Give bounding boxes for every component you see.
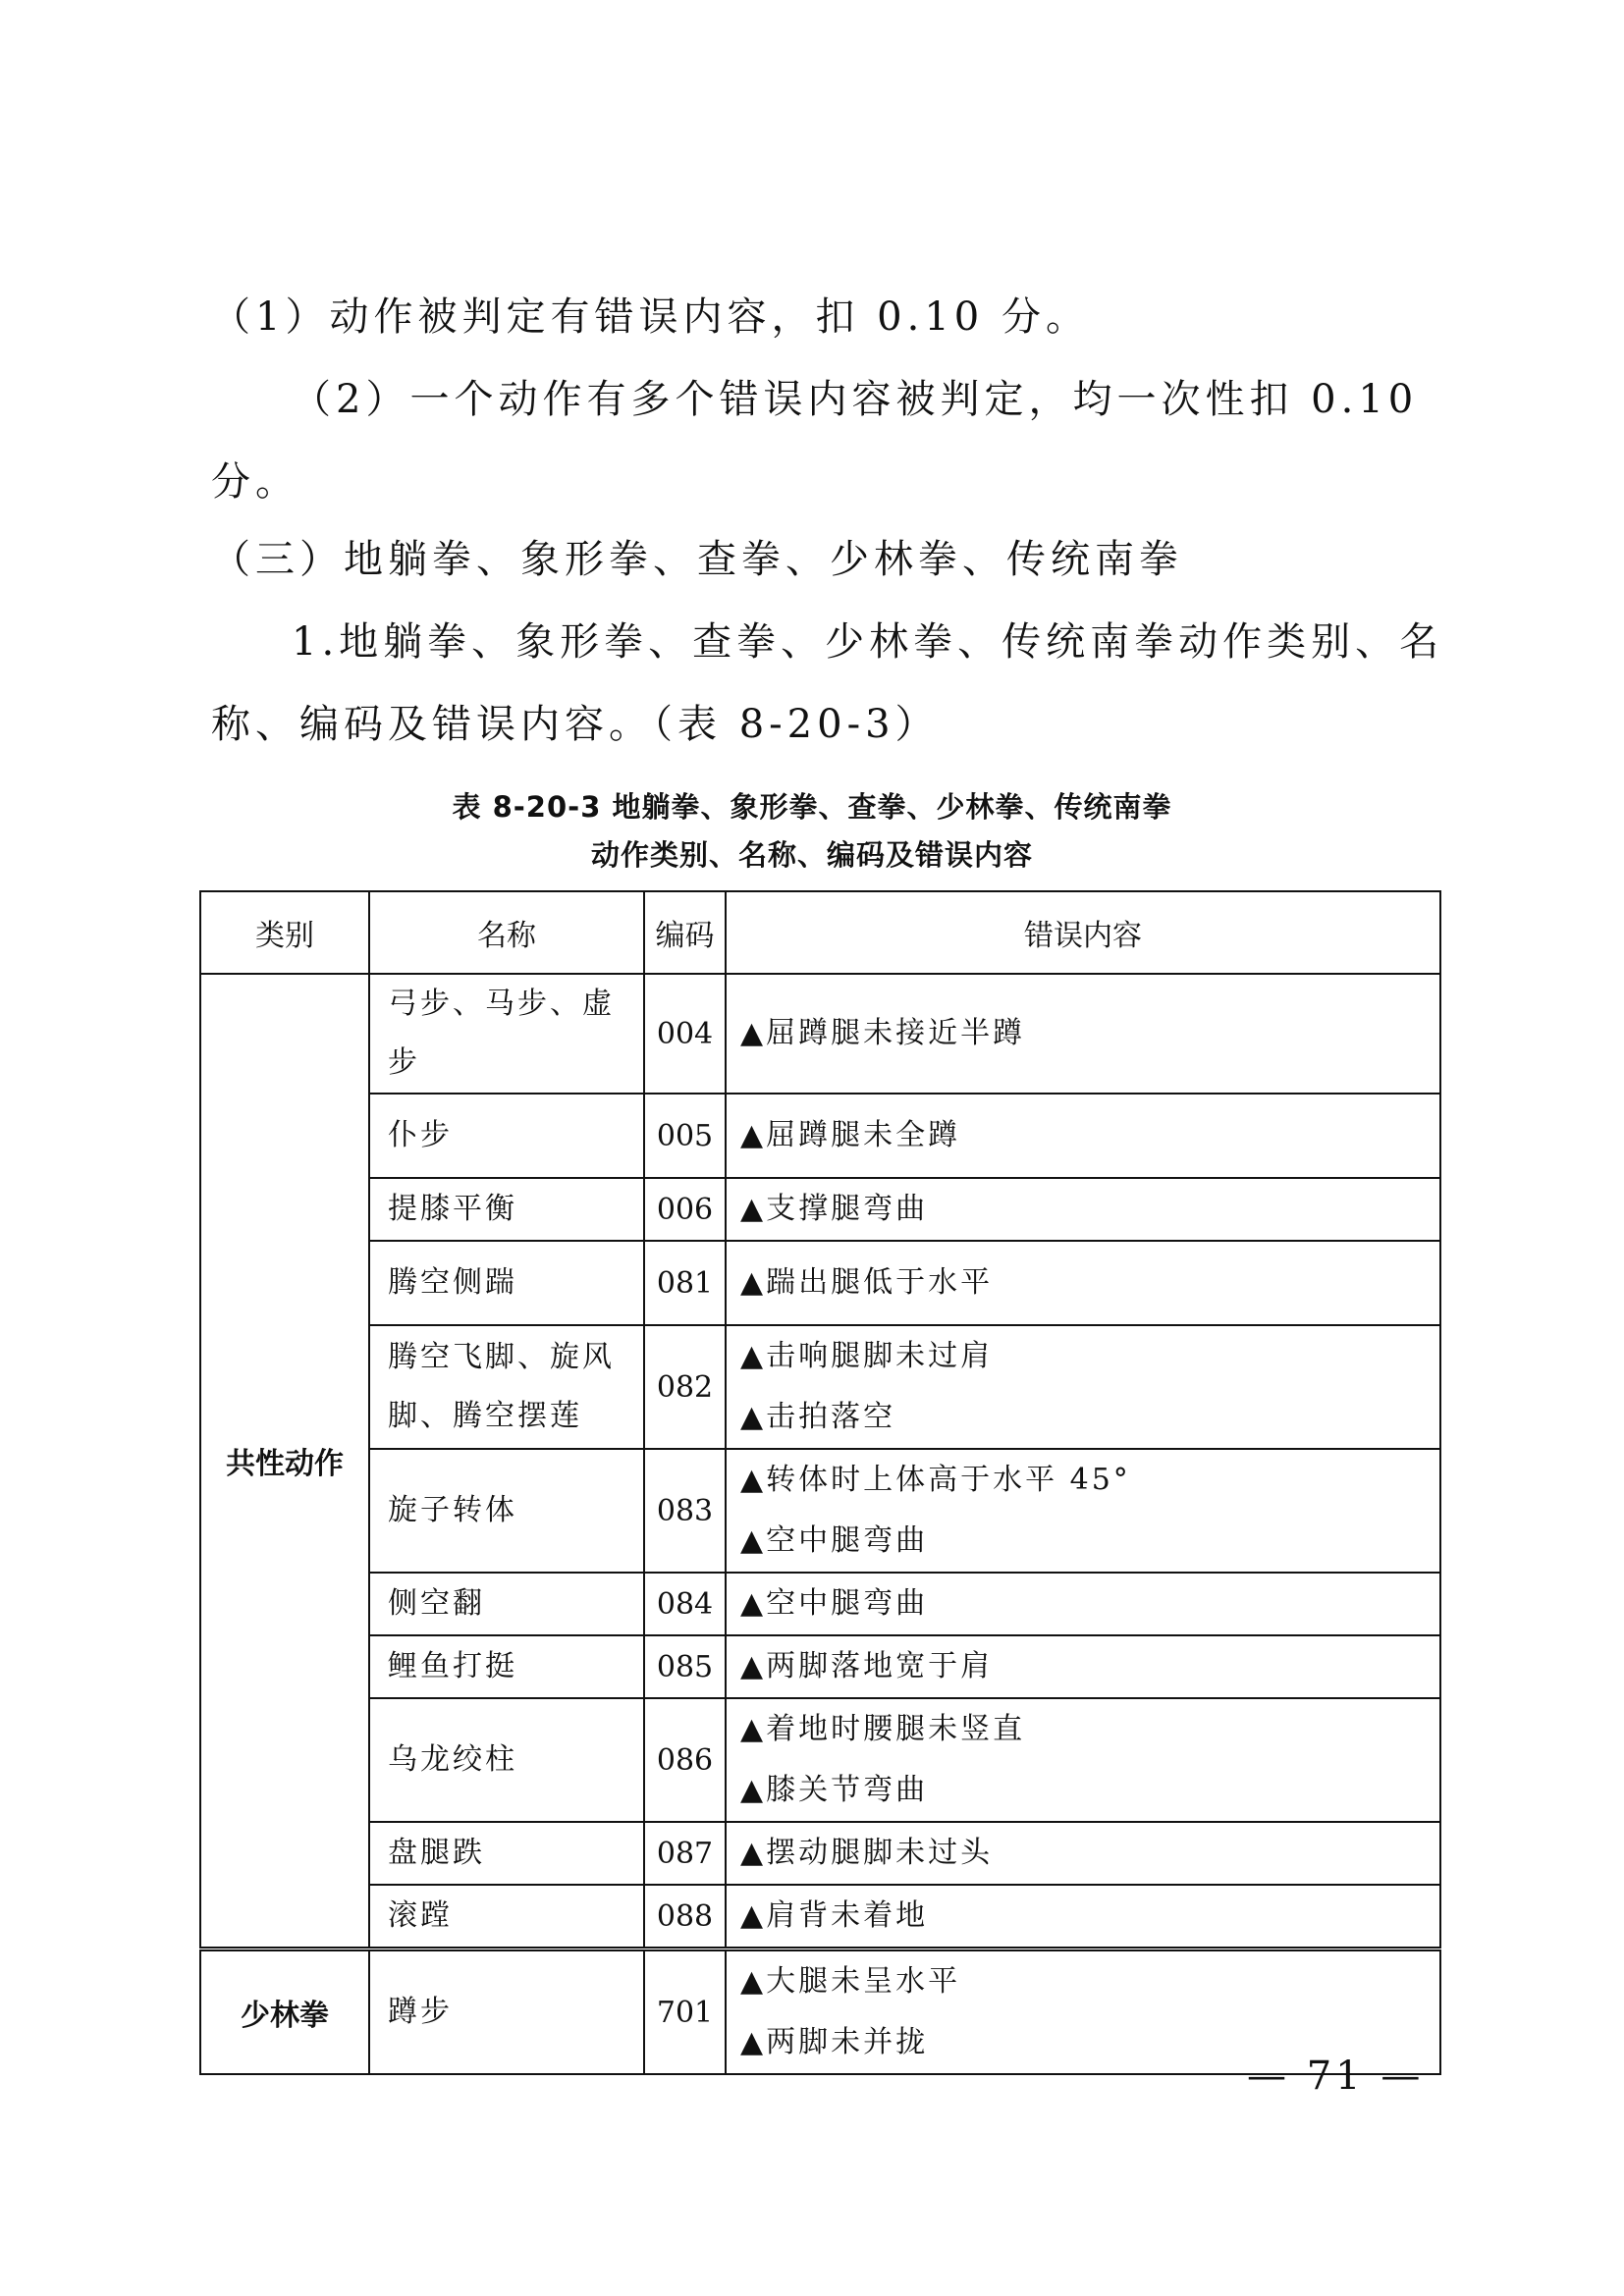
table-row (200, 1241, 1440, 1325)
table-row (200, 1635, 1440, 1698)
header-code: 编码 (644, 891, 726, 974)
error-content: ▲支撑腿弯曲 (726, 1178, 1440, 1241)
error-content: ▲空中腿弯曲 (726, 1573, 1440, 1635)
error-content: ▲两脚落地宽于肩 (726, 1635, 1440, 1698)
table-row (200, 1178, 1440, 1241)
error-content: ▲踹出腿低于水平 (726, 1241, 1440, 1325)
table-header-row (200, 891, 1440, 974)
table-caption-line1: 表 8-20-3 地躺拳、象形拳、查拳、少林拳、传统南拳 (452, 790, 1172, 824)
action-name: 旋子转体 (369, 1449, 644, 1573)
page-number: — 71 — (1247, 2054, 1425, 2099)
action-code: 004 (644, 974, 726, 1094)
action-name: 弓步、马步、虚步 (369, 974, 644, 1094)
error-content: ▲转体时上体高于水平 45° ▲空中腿弯曲 (726, 1449, 1440, 1573)
table-row (200, 1698, 1440, 1822)
error-content: ▲摆动腿脚未过头 (726, 1822, 1440, 1885)
category-cell: 共性动作 (200, 974, 369, 1949)
header-name: 名称 (369, 891, 644, 974)
paragraph-1: （1）动作被判定有错误内容，扣 0.10 分。 (211, 294, 1090, 340)
table-row (200, 974, 1440, 1094)
paragraph-2: （2）一个动作有多个错误内容被判定，均一次性扣 0.10 分。 (211, 377, 1419, 505)
action-name: 腾空侧踹 (369, 1241, 644, 1325)
error-content: ▲大腿未呈水平 ▲两脚未并拢 (726, 1949, 1440, 2075)
paragraph-4: 1.地躺拳、象形拳、查拳、少林拳、传统南拳动作类别、名称、编码及错误内容。（表 8-20-3） (211, 619, 1444, 747)
action-code: 087 (644, 1822, 726, 1885)
action-name: 腾空飞脚、旋风脚、腾空摆莲 (369, 1325, 644, 1449)
error-content: ▲击响腿脚未过肩 ▲击拍落空 (726, 1325, 1440, 1449)
category-cell: 少林拳 (200, 1949, 369, 2075)
header-errors: 错误内容 (726, 891, 1440, 974)
action-name: 提膝平衡 (369, 1178, 644, 1241)
error-content: ▲屈蹲腿未全蹲 (726, 1094, 1440, 1178)
action-name: 仆步 (369, 1094, 644, 1178)
error-content: ▲着地时腰腿未竖直 ▲膝关节弯曲 (726, 1698, 1440, 1822)
action-code: 006 (644, 1178, 726, 1241)
action-name: 侧空翻 (369, 1573, 644, 1635)
action-name: 盘腿跌 (369, 1822, 644, 1885)
table-row (200, 1885, 1440, 1949)
action-code: 083 (644, 1449, 726, 1573)
header-category: 类别 (200, 891, 369, 974)
action-code: 082 (644, 1325, 726, 1449)
table-row (200, 1094, 1440, 1178)
action-code: 084 (644, 1573, 726, 1635)
action-code: 088 (644, 1885, 726, 1949)
table-row (200, 1325, 1440, 1449)
table-row (200, 1573, 1440, 1635)
table-row (200, 1822, 1440, 1885)
action-code: 701 (644, 1949, 726, 2075)
action-code: 085 (644, 1635, 726, 1698)
action-name: 滚蹚 (369, 1885, 644, 1949)
table-caption-line2: 动作类别、名称、编码及错误内容 (590, 838, 1033, 872)
actions-table (199, 890, 1441, 2075)
section-heading: （三）地躺拳、象形拳、查拳、少林拳、传统南拳 (211, 537, 1183, 582)
action-name: 鲤鱼打挺 (369, 1635, 644, 1698)
action-name: 乌龙绞柱 (369, 1698, 644, 1822)
error-content: ▲屈蹲腿未接近半蹲 (726, 974, 1440, 1094)
action-code: 005 (644, 1094, 726, 1178)
action-code: 086 (644, 1698, 726, 1822)
table-row (200, 1449, 1440, 1573)
error-content: ▲肩背未着地 (726, 1885, 1440, 1949)
action-code: 081 (644, 1241, 726, 1325)
action-name: 蹲步 (369, 1949, 644, 2075)
